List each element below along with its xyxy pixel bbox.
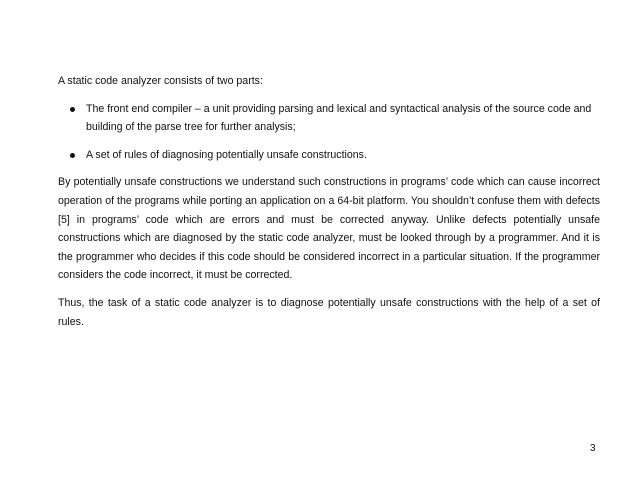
bullet-icon	[70, 107, 75, 112]
bullet-text: A set of rules of diagnosing potentially unsafe constructions.	[86, 148, 367, 161]
body-paragraph: By potentially unsafe constructions we understand such constructions in programs’ code which can cause incorrect operation of the programs while porting an application on a 64-bit platform. You shouldn’t confuse them with defects [5] in programs’ code which are errors and must be corrected anyway. Unlike defects potentially unsafe constructions which are diagnosed by the static code analyzer, must be looked through by a programmer. And it is the programmer who decides if this code should be considered incorrect in a particular situation. If the programmer considers the code incorrect, it must be corrected.	[58, 176, 600, 282]
bullet-text: The front end compiler – a unit providing parsing and lexical and syntactical analysis of the source code and building of the parse tree for further analysis;	[86, 102, 592, 134]
body-paragraph: Thus, the task of a static code analyzer is to diagnose potentially unsafe constructions with the help of a set of rules.	[58, 296, 600, 328]
bullet-item	[58, 146, 600, 165]
intro-text: A static code analyzer consists of two parts:	[58, 75, 263, 87]
bullet-icon	[70, 153, 75, 158]
page-number: 3	[590, 443, 596, 454]
page-body	[58, 72, 600, 340]
bullet-item	[58, 100, 600, 137]
bullet-list	[58, 100, 600, 165]
